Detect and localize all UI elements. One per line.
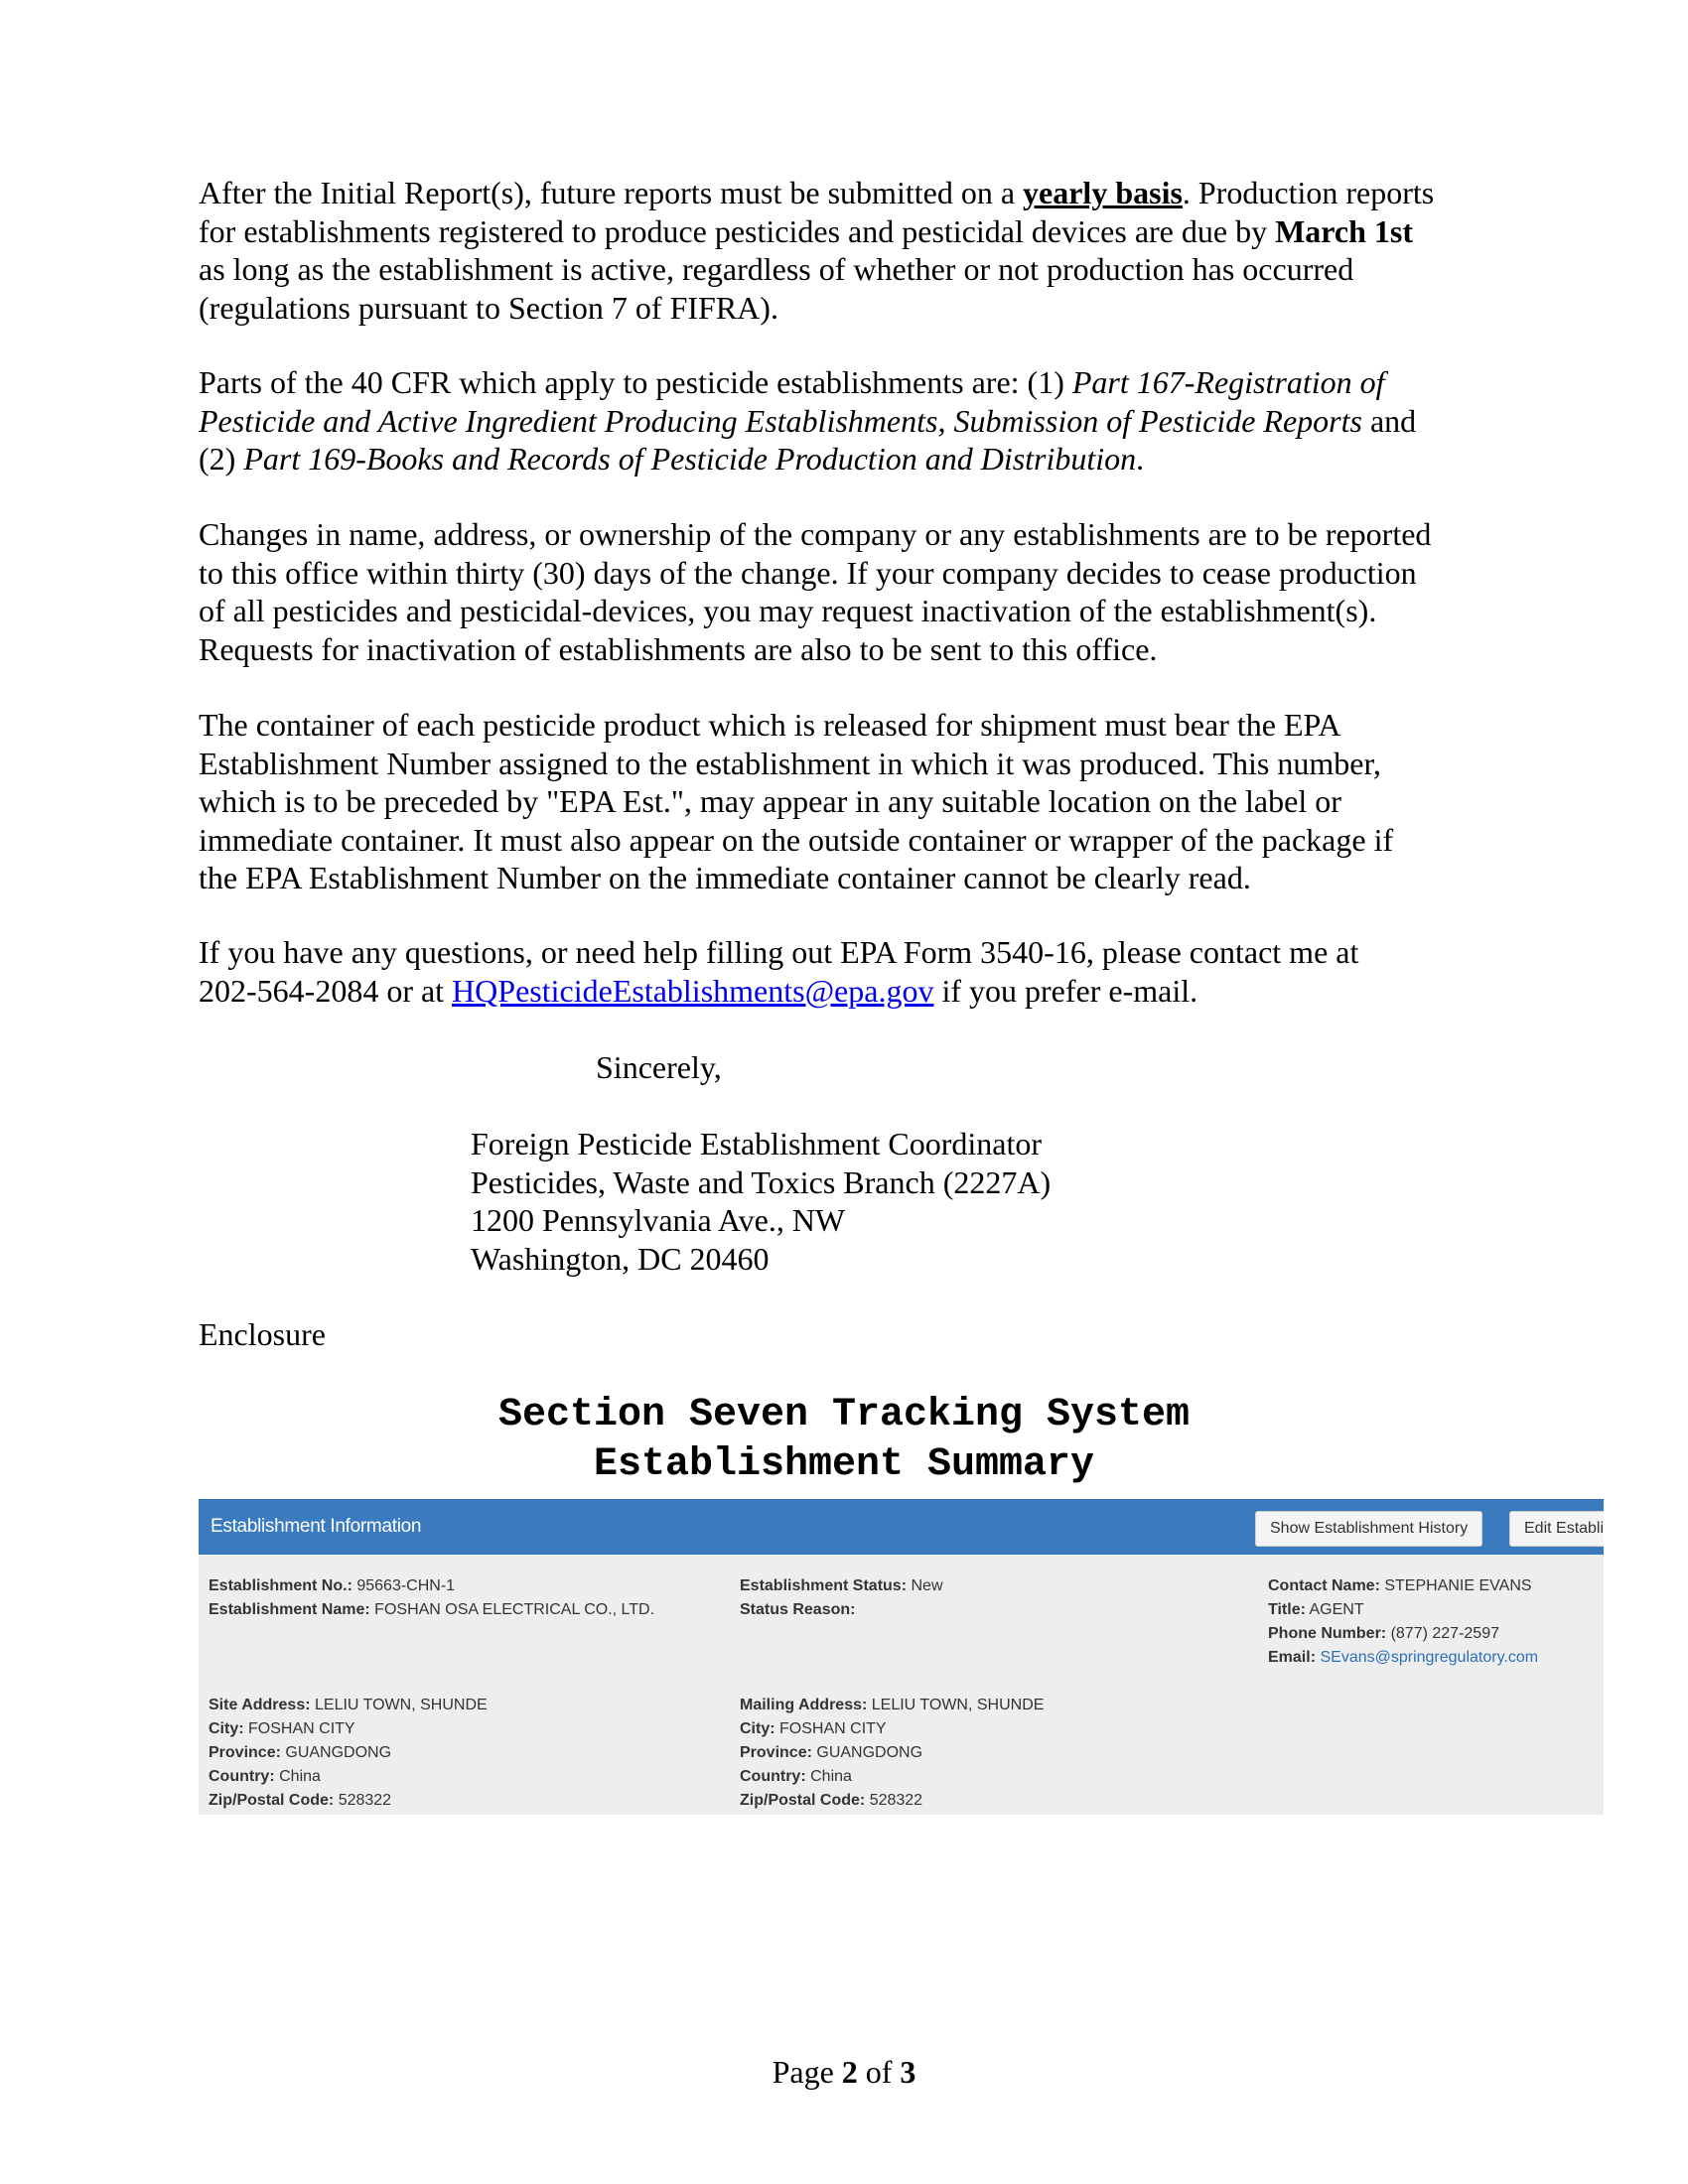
p2-text: .: [1136, 441, 1145, 477]
email-link[interactable]: HQPesticideEstablishments@epa.gov: [452, 972, 934, 1009]
site-province: Province: GUANGDONG: [209, 1744, 392, 1761]
p4-text: immediate container. It must also appear on the outside container or wrapper of the package if: [199, 821, 1394, 858]
signature-line: 1200 Pennsylvania Ave., NW: [471, 1202, 846, 1238]
p4-text: Establishment Number assigned to the establishment in which it was produced. This number,: [199, 745, 1381, 781]
part-169-citation: Part 169-Books and Records of Pesticide Production and Distribution: [243, 441, 1137, 477]
paragraph-cfr-parts: [199, 363, 1519, 478]
establishment-status: Establishment Status: New: [740, 1577, 943, 1594]
yearly-basis-emphasis: yearly basis: [1023, 175, 1183, 210]
part-167-citation: Pesticide and Active Ingredient Producing Establishments, Submission of Pesticide Reports: [199, 402, 1362, 439]
site-zip: Zip/Postal Code: 528322: [209, 1792, 392, 1809]
p1-text: (regulations pursuant to Section 7 of FIFRA).: [199, 289, 778, 326]
paragraph-reporting: [199, 174, 1519, 327]
p4-text: the EPA Establishment Number on the immediate container cannot be clearly read.: [199, 860, 1251, 895]
paragraph-contact: [199, 933, 1519, 1010]
signature-block: [471, 1125, 1051, 1278]
mailing-zip: Zip/Postal Code: 528322: [740, 1792, 923, 1809]
p3-text: Changes in name, address, or ownership of the company or any establishments are to be reported: [199, 516, 1432, 552]
mailing-address: Mailing Address: LELIU TOWN, SHUNDE: [740, 1697, 1045, 1713]
p1-text: for establishments registered to produce pesticides and pesticidal devices are due by: [199, 212, 1276, 249]
p5-text: 202-564-2084 or at: [199, 972, 453, 1009]
p2-text: (2): [199, 441, 244, 477]
p3-text: Requests for inactivation of establishments are also to be sent to this office.: [199, 630, 1158, 667]
p4-text: The container of each pesticide product which is released for shipment must bear the EPA: [199, 707, 1341, 743]
paragraph-changes: [199, 515, 1519, 668]
p3-text: of all pesticides and pesticidal-devices, you may request inactivation of the establishment(s).: [199, 593, 1377, 628]
site-address: Site Address: LELIU TOWN, SHUNDE: [209, 1697, 488, 1713]
paragraph-container-labeling: [199, 706, 1519, 897]
closing: Sincerely,: [596, 1049, 722, 1085]
page-footer: [0, 2053, 1688, 2091]
contact-email: Email: SEvans@springregulatory.com: [1268, 1649, 1539, 1666]
p5-text: if you prefer e-mail.: [933, 972, 1198, 1009]
panel-title: Establishment Information: [211, 1516, 422, 1537]
p4-text: which is to be preceded by "EPA Est.", may appear in any suitable location on the label or: [199, 783, 1341, 819]
site-city: City: FOSHAN CITY: [209, 1720, 355, 1737]
mailing-country: Country: China: [740, 1768, 852, 1785]
show-history-button[interactable]: Show Establishment History: [1255, 1511, 1482, 1547]
mailing-province: Province: GUANGDONG: [740, 1744, 923, 1761]
contact-email-link[interactable]: SEvans@springregulatory.com: [1320, 1649, 1539, 1666]
enclosure-label: Enclosure: [199, 1316, 326, 1352]
p1-text: After the Initial Report(s), future reports must be submitted on a: [199, 175, 1024, 210]
signature-line: Foreign Pesticide Establishment Coordinator: [471, 1126, 1043, 1161]
edit-establishment-button[interactable]: Edit Establi: [1509, 1511, 1604, 1547]
mailing-city: City: FOSHAN CITY: [740, 1720, 887, 1737]
p1-text: . Production reports: [1182, 175, 1435, 210]
summary-subtitle: Establishment Summary: [593, 1442, 1095, 1487]
establishment-number: Establishment No.: 95663-CHN-1: [209, 1577, 456, 1594]
status-reason: Status Reason:: [740, 1601, 856, 1618]
contact-title: Title: AGENT: [1268, 1601, 1364, 1618]
p2-text: and: [1361, 402, 1417, 439]
summary-title: Section Seven Tracking System: [497, 1393, 1191, 1437]
signature-line: Pesticides, Waste and Toxics Branch (2227A): [471, 1163, 1052, 1200]
p2-text: Parts of the 40 CFR which apply to pesticide establishments are: (1): [199, 364, 1072, 400]
of-word: of: [865, 2054, 893, 2090]
p5-text: If you have any questions, or need help filling out EPA Form 3540-16, please contact me at: [199, 934, 1359, 970]
panel-body: [199, 1555, 1604, 1815]
establishment-info-panel: [199, 1499, 1604, 1815]
establishment-name: Establishment Name: FOSHAN OSA ELECTRICAL CO., LTD.: [209, 1601, 655, 1618]
page-word: Page: [772, 2054, 834, 2090]
contact-phone: Phone Number: (877) 227-2597: [1268, 1625, 1499, 1642]
contact-name: Contact Name: STEPHANIE EVANS: [1268, 1577, 1532, 1594]
part-167-citation: Part 167-Registration of: [1071, 364, 1385, 400]
due-date-emphasis: March 1st: [1275, 212, 1414, 249]
site-country: Country: China: [209, 1768, 321, 1785]
panel-header: [199, 1499, 1604, 1556]
signature-line: Washington, DC 20460: [471, 1240, 770, 1277]
p1-text: as long as the establishment is active, regardless of whether or not production has occurred: [199, 251, 1354, 287]
page-total: 3: [900, 2054, 916, 2090]
p3-text: to this office within thirty (30) days of the change. If your company decides to cease production: [199, 554, 1417, 591]
page-number: 2: [841, 2054, 858, 2090]
